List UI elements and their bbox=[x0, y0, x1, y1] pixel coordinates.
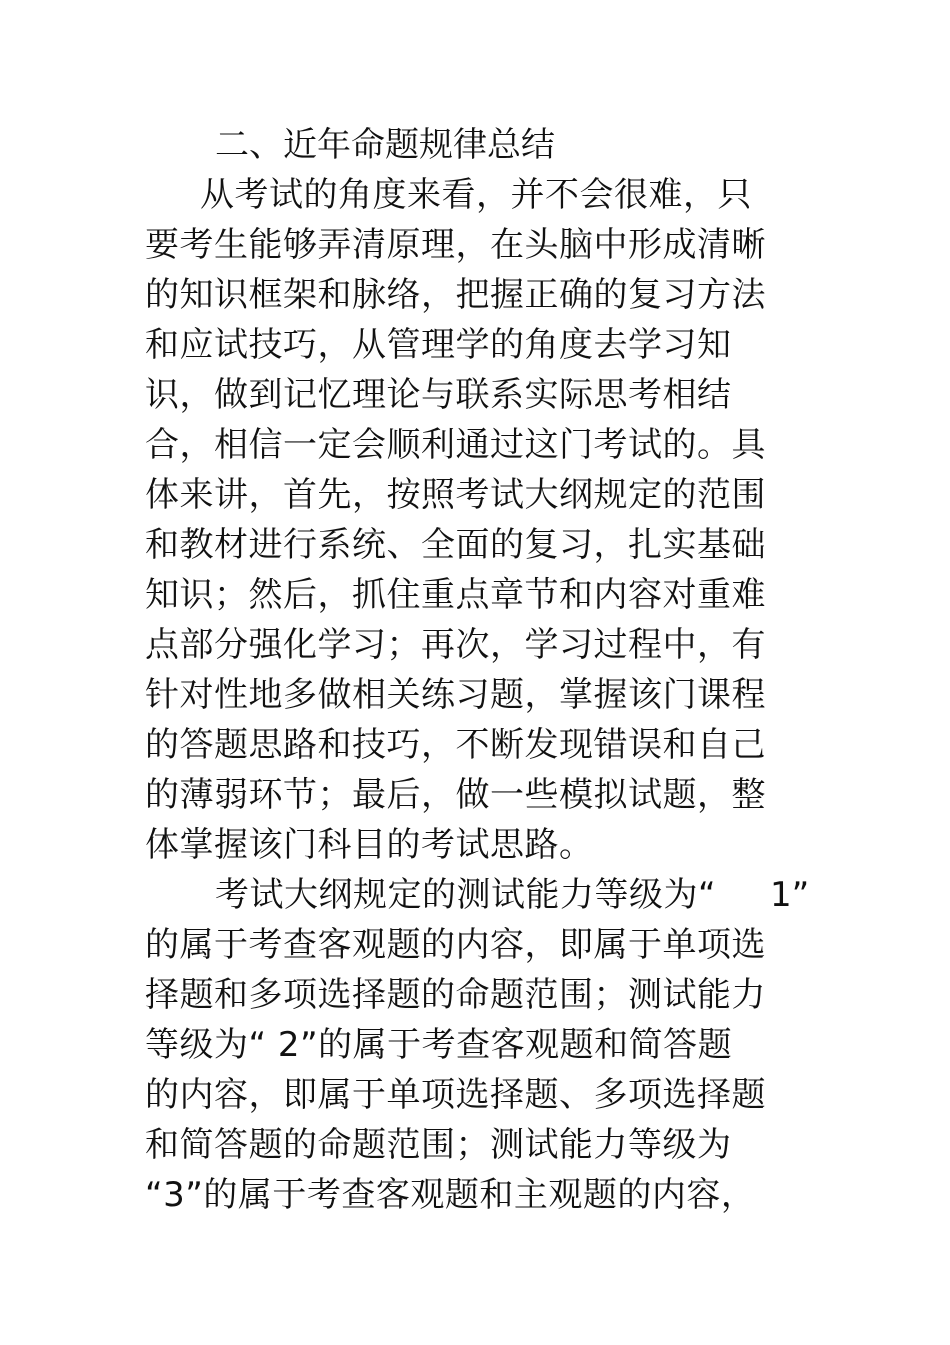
paragraph2-line-1-tail: 1” bbox=[770, 875, 810, 915]
paragraph1-line-1: 从考试的角度来看，并不会很难，只 bbox=[200, 175, 752, 215]
section-heading: 二、近年命题规律总结 bbox=[215, 125, 555, 165]
paragraph1-line-13: 的薄弱环节；最后，做一些模拟试题，整 bbox=[145, 775, 766, 815]
paragraph2-line-1: 考试大纲规定的测试能力等级为“ bbox=[215, 875, 717, 915]
paragraph1-line-4: 和应试技巧，从管理学的角度去学习知 bbox=[145, 325, 732, 365]
paragraph1-line-14: 体掌握该门科目的考试思路。 bbox=[145, 825, 594, 865]
paragraph2-line-4: 等级为“ 2”的属于考查客观题和简答题 bbox=[145, 1025, 733, 1065]
paragraph1-line-6: 合，相信一定会顺利通过这门考试的。具 bbox=[145, 425, 766, 465]
paragraph2-line-7: “3”的属于考查客观题和主观题的内容， bbox=[145, 1175, 756, 1215]
paragraph1-line-2: 要考生能够弄清原理，在头脑中形成清晰 bbox=[145, 225, 766, 265]
paragraph1-line-9: 知识；然后，抓住重点章节和内容对重难 bbox=[145, 575, 766, 615]
paragraph1-line-11: 针对性地多做相关练习题，掌握该门课程 bbox=[145, 675, 766, 715]
paragraph2-line-5: 的内容，即属于单项选择题、多项选择题 bbox=[145, 1075, 766, 1115]
paragraph1-line-10: 点部分强化学习；再次，学习过程中，有 bbox=[145, 625, 766, 665]
paragraph2-line-6: 和简答题的命题范围；测试能力等级为 bbox=[145, 1125, 732, 1165]
paragraph1-line-3: 的知识框架和脉络，把握正确的复习方法 bbox=[145, 275, 766, 315]
paragraph2-line-2: 的属于考查客观题的内容，即属于单项选 bbox=[145, 925, 766, 965]
paragraph2-line-3: 择题和多项选择题的命题范围；测试能力 bbox=[145, 975, 766, 1015]
paragraph1-line-12: 的答题思路和技巧，不断发现错误和自己 bbox=[145, 725, 766, 765]
paragraph1-line-5: 识，做到记忆理论与联系实际思考相结 bbox=[145, 375, 732, 415]
paragraph1-line-7: 体来讲，首先，按照考试大纲规定的范围 bbox=[145, 475, 766, 515]
paragraph1-line-8: 和教材进行系统、全面的复习，扎实基础 bbox=[145, 525, 766, 565]
